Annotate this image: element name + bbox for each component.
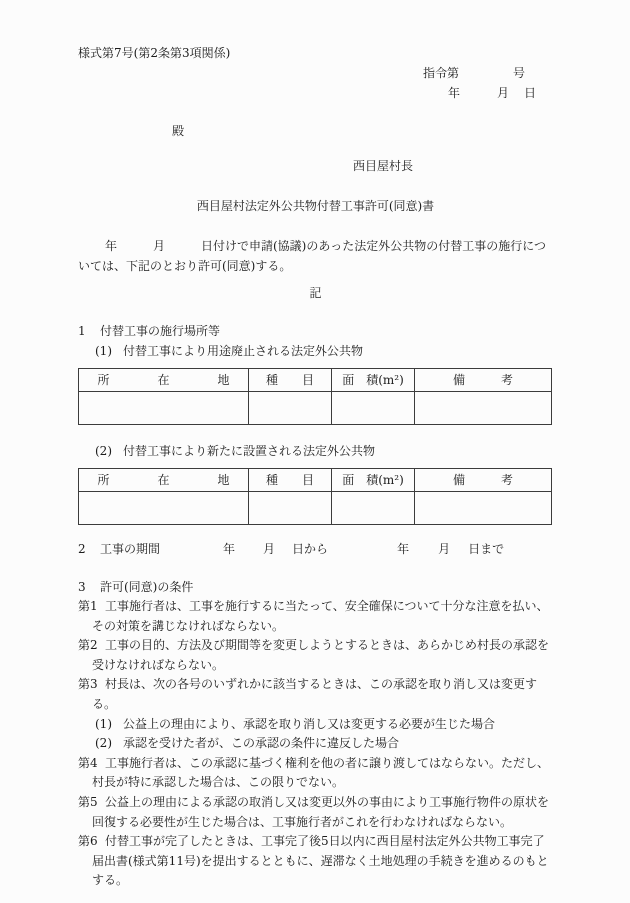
directive-unit: 号 xyxy=(513,66,526,80)
directive-number-blank xyxy=(459,76,513,77)
condition-item xyxy=(78,754,553,793)
form-number: 様式第7号(第2条第3項関係) xyxy=(78,46,231,60)
empty-cell-area xyxy=(332,392,415,425)
section-1-number: 1 xyxy=(78,324,86,338)
condition-item xyxy=(78,675,553,714)
table-new-assets xyxy=(78,468,552,525)
condition-text: 工事施行者は、この承認に基づく権利を他の者に譲り渡してはならない。ただし、村長が特に承認した場合は、この限りでない。 xyxy=(92,755,550,790)
date-month-blank xyxy=(509,96,524,97)
condition-item xyxy=(78,636,553,675)
condition-text: 村長は、次の各号のいずれかに該当するときは、この承認を取り消し又は変更する。 xyxy=(92,677,538,711)
period-blank xyxy=(409,552,438,553)
condition-label: 第1 xyxy=(78,599,98,613)
table-decommissioned-assets xyxy=(78,368,552,425)
table-header-row xyxy=(79,469,552,492)
section-1-heading xyxy=(78,324,553,338)
column-header-type: 種 目 xyxy=(249,469,332,492)
condition-label: 第4 xyxy=(78,755,98,770)
document-title: 西目屋村法定外公共物付替工事許可(同意)書 xyxy=(196,199,435,213)
empty-cell-type xyxy=(249,392,332,425)
condition-label: (1) xyxy=(95,716,112,731)
column-header-location: 所 在 地 xyxy=(79,369,249,392)
column-header-remarks: 備 考 xyxy=(415,369,552,392)
condition-subitem xyxy=(78,715,553,735)
conditions-list xyxy=(78,597,553,891)
condition-label: 第5 xyxy=(78,794,98,809)
date-year-blank xyxy=(460,96,497,97)
column-header-remarks: 備 考 xyxy=(415,469,552,492)
table-1-item-number: (1) xyxy=(95,344,112,358)
period-from-year: 年 xyxy=(223,542,236,556)
period-from-month: 月 xyxy=(263,542,276,556)
date-day-label: 日 xyxy=(524,86,537,100)
record-separator: 記 xyxy=(309,286,322,300)
condition-label: 第2 xyxy=(78,638,98,653)
directive-label: 指令第 xyxy=(423,66,460,80)
section-3-title: 許可(同意)の条件 xyxy=(100,580,194,594)
column-header-type: 種 目 xyxy=(249,369,332,392)
condition-label: 第6 xyxy=(78,834,98,849)
period-blank xyxy=(235,552,263,553)
condition-label: 第3 xyxy=(78,677,98,692)
period-blank xyxy=(328,552,397,553)
table-row xyxy=(79,492,552,525)
column-header-area: 面 積(m²) xyxy=(332,469,415,492)
condition-subitem xyxy=(78,734,553,754)
period-to-year: 年 xyxy=(397,542,410,556)
empty-cell-location xyxy=(79,392,249,425)
empty-cell-location xyxy=(79,492,249,525)
empty-cell-remarks xyxy=(415,492,552,525)
condition-item xyxy=(78,597,553,636)
section-3-number: 3 xyxy=(78,580,86,594)
condition-text: 承認を受けた者が、この承認の条件に違反した場合 xyxy=(123,736,400,751)
condition-text: 公益上の理由による承認の取消し又は変更以外の事由により工事施行物件の原状を回復する必要性が生じた場合は、工事施行者がこれを行わなければならない。 xyxy=(92,794,550,829)
period-to-month: 月 xyxy=(438,542,451,556)
condition-text: 工事施行者は、工事を施行するに当たって、安全確保について十分な注意を払い、その対策を講じなければならない。 xyxy=(92,599,549,633)
period-blank xyxy=(160,552,223,553)
period-blank xyxy=(275,552,292,553)
period-from-day: 日から xyxy=(292,542,329,556)
table-header-row xyxy=(79,369,552,392)
condition-text: 工事の目的、方法及び期間等を変更しようとするときは、あらかじめ村長の承認を受けなければならない。 xyxy=(92,638,550,672)
intro-line-2: いては、下記のとおり許可(同意)する。 xyxy=(78,258,292,273)
table-1-item-title: 付替工事により用途廃止される法定外公共物 xyxy=(123,344,364,358)
section-2-title: 工事の期間 xyxy=(100,542,161,556)
intro-line-1: 年 月 日付けで申請(協議)のあった法定外公共物の付替工事の施行につ xyxy=(105,239,547,253)
issuer-name: 西目屋村長 xyxy=(353,159,414,173)
condition-label: (2) xyxy=(95,736,112,751)
empty-cell-remarks xyxy=(415,392,552,425)
intro-paragraph xyxy=(78,237,553,276)
directive-number-row xyxy=(423,66,553,80)
section-3-heading xyxy=(78,580,553,594)
condition-item xyxy=(78,793,553,832)
date-month-label: 月 xyxy=(497,86,510,100)
table-2-item-number: (2) xyxy=(95,444,112,458)
condition-text: 付替工事が完了したときは、工事完了後5日以内に西目屋村法定外公共物工事完了届出書(様式第11号)を提出するとともに、遅滞なく土地処理の手続きを進めるのもとする。 xyxy=(92,834,549,888)
column-header-area: 面 積(m²) xyxy=(332,369,415,392)
condition-item xyxy=(78,832,553,891)
issue-date-row xyxy=(448,86,553,100)
section-1-title: 付替工事の施行場所等 xyxy=(100,324,221,338)
period-to-day: 日まで xyxy=(468,542,505,556)
section-2-number: 2 xyxy=(78,542,86,556)
condition-text: 公益上の理由により、承認を取り消し又は変更する必要が生じた場合 xyxy=(123,716,496,731)
table-row xyxy=(79,392,552,425)
section-2-period-row xyxy=(78,542,553,556)
table-1-caption xyxy=(78,344,553,358)
table-2-caption xyxy=(78,444,553,458)
addressee-row xyxy=(78,124,553,138)
empty-cell-area xyxy=(332,492,415,525)
empty-cell-type xyxy=(249,492,332,525)
addressee-honorific: 殿 xyxy=(172,124,185,138)
table-2-item-title: 付替工事により新たに設置される法定外公共物 xyxy=(123,444,376,458)
period-blank xyxy=(450,552,468,553)
column-header-location: 所 在 地 xyxy=(79,469,249,492)
date-year-label: 年 xyxy=(448,86,461,100)
